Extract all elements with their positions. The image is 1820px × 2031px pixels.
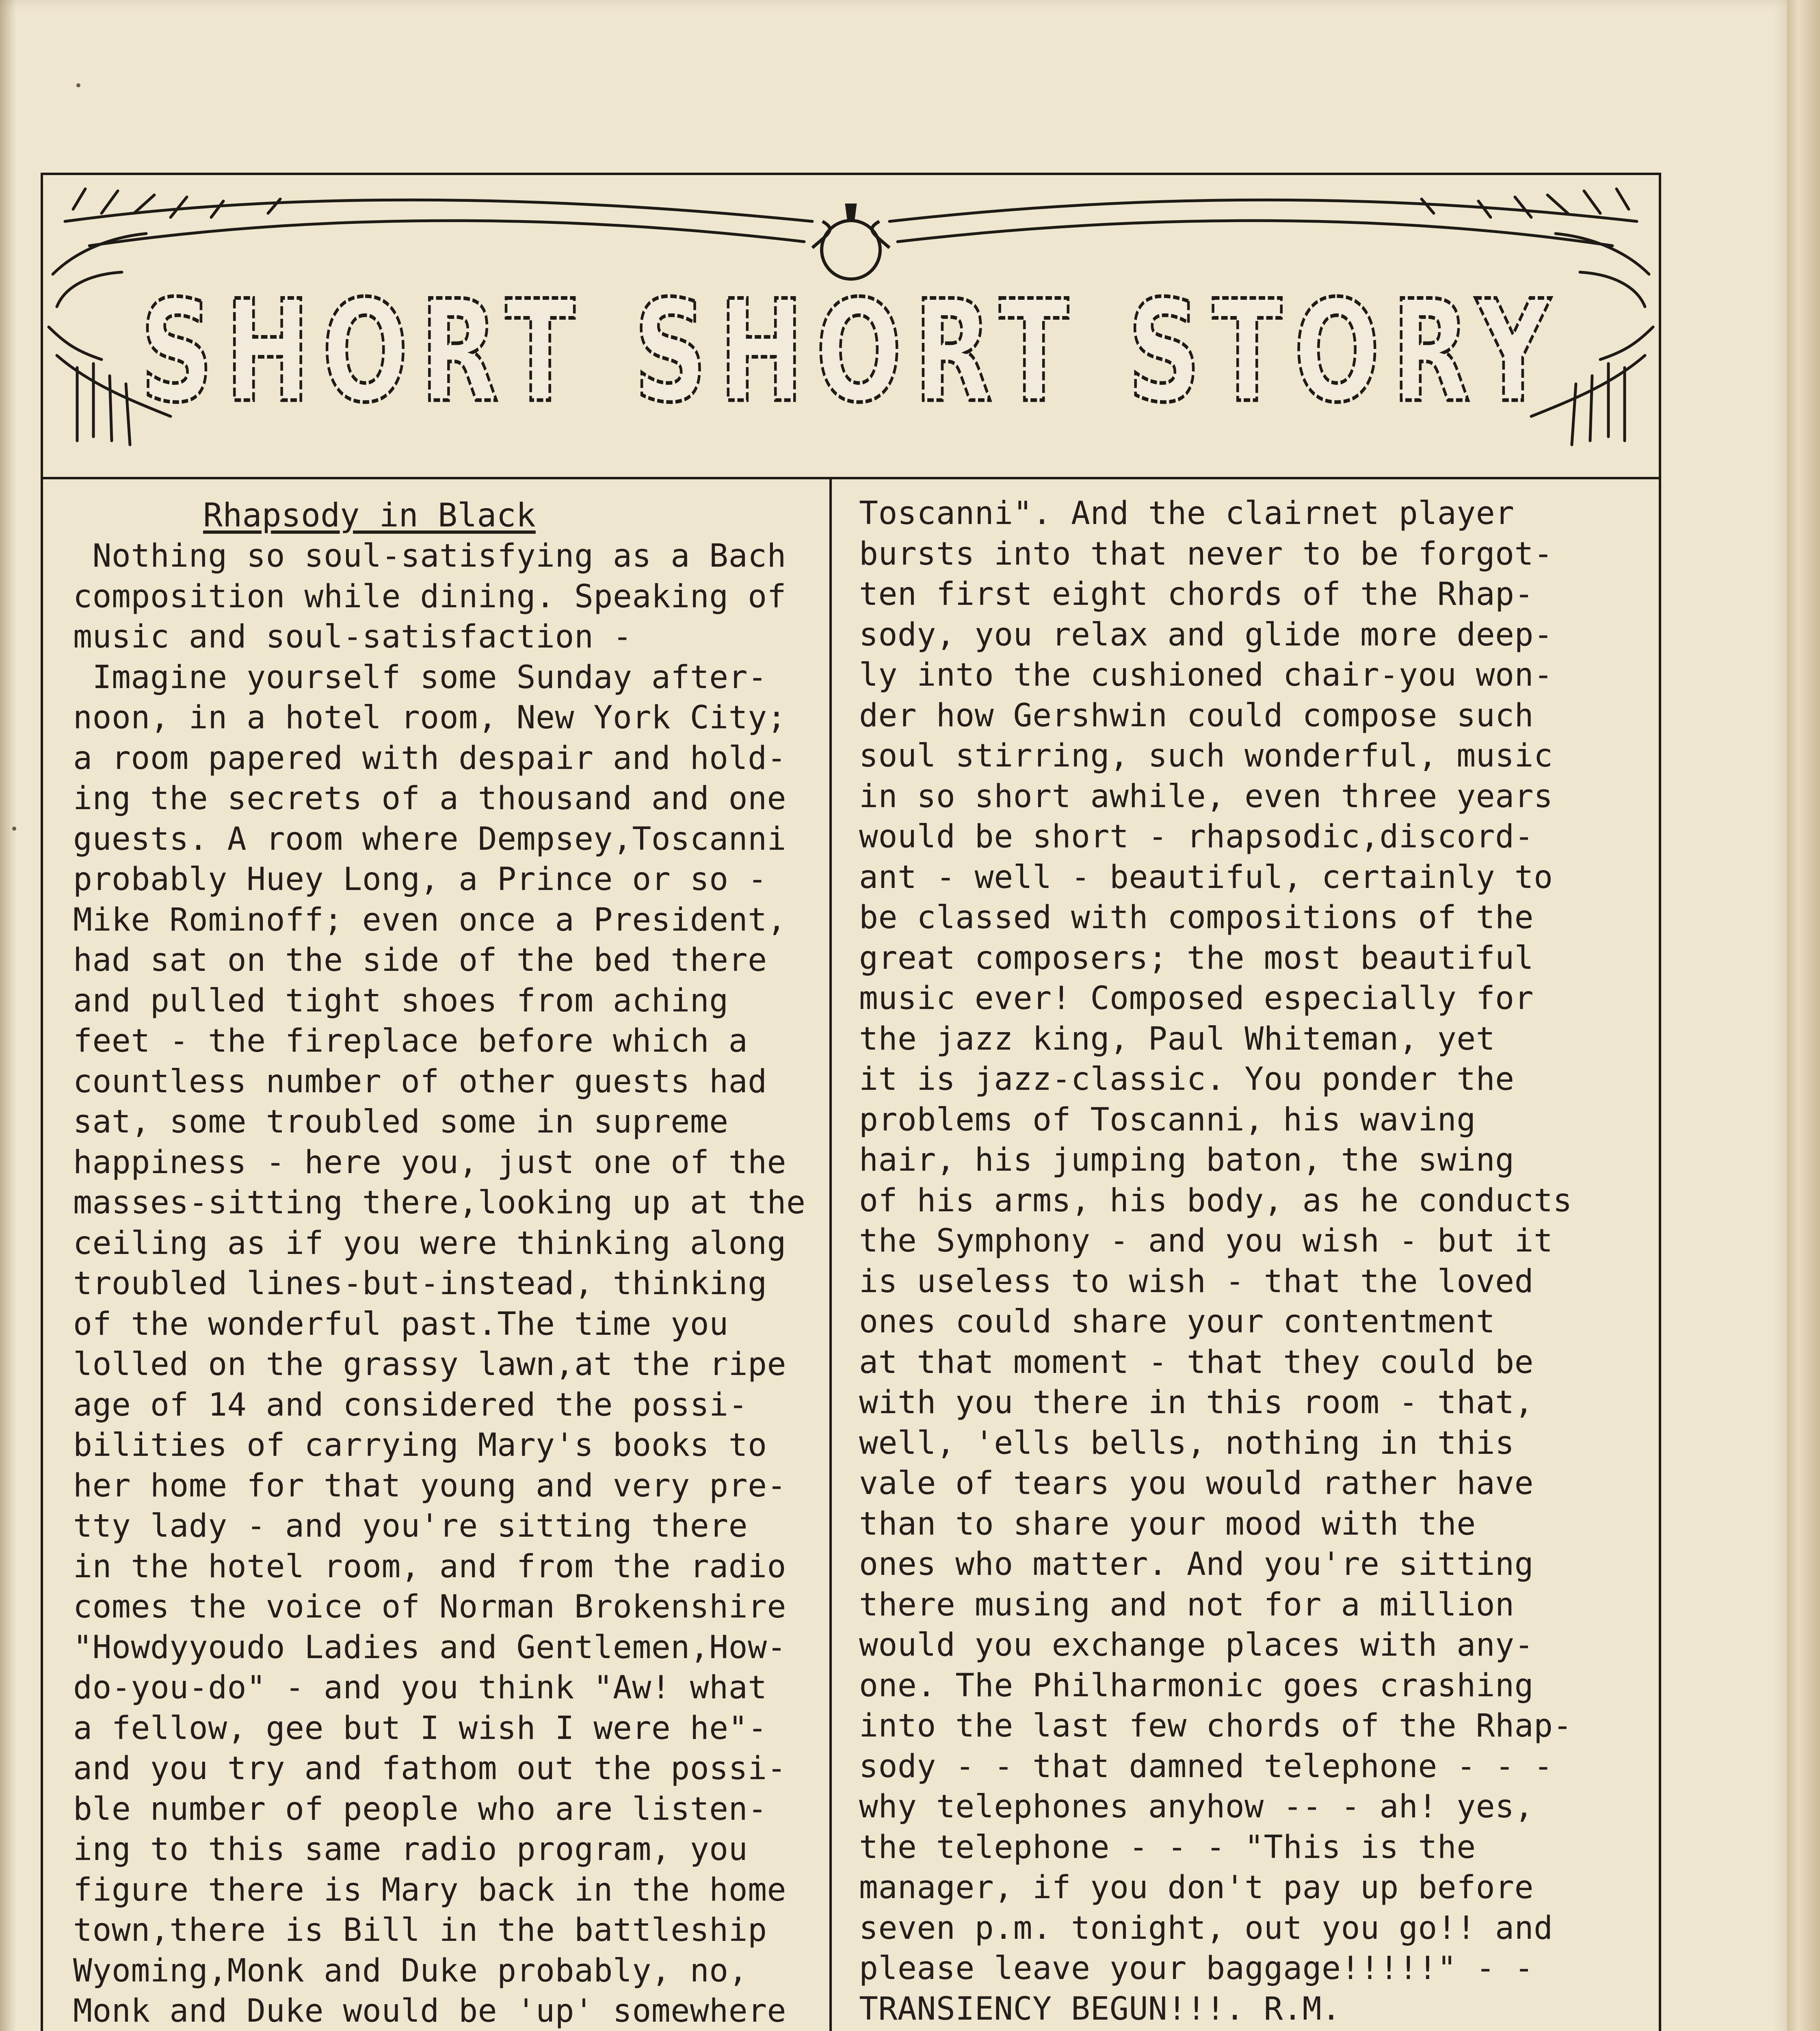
story-line: Monk and Duke would be 'up' somewhere xyxy=(73,1993,787,2029)
story-line: of the wonderful past.The time you xyxy=(73,1306,729,1342)
page-edge xyxy=(1787,0,1820,2031)
column-divider xyxy=(829,479,832,2031)
story-line: into the last few chords of the Rhap- xyxy=(859,1708,1573,1744)
story-line: happiness - here you, just one of the xyxy=(73,1144,787,1181)
story-line: lolled on the grassy lawn,at the ripe xyxy=(73,1346,787,1383)
story-line: be classed with compositions of the xyxy=(859,899,1534,936)
story-line: in so short awhile, even three years xyxy=(859,778,1553,815)
story-line: sody - - that damned telephone - - - xyxy=(859,1748,1553,1785)
story-line: had sat on the side of the bed there xyxy=(73,942,767,979)
story-line: in the hotel room, and from the radio xyxy=(73,1548,787,1585)
story-line: and pulled tight shoes from aching xyxy=(73,982,729,1019)
story-line: Toscanni". And the clairnet player xyxy=(859,495,1515,532)
story-line: soul stirring, such wonderful, music xyxy=(859,738,1553,774)
story-line: Imagine yourself some Sunday after- xyxy=(73,659,767,696)
story-line: countless number of other guests had xyxy=(73,1063,767,1100)
story-line: would you exchange places with any- xyxy=(859,1627,1534,1663)
story-line: ones who matter. And you're sitting xyxy=(859,1546,1534,1583)
banner-heading: SHORT SHORT STORY xyxy=(140,271,1562,433)
story-line: ble number of people who are listen- xyxy=(73,1791,767,1827)
story-line: ceiling as if you were thinking along xyxy=(73,1225,787,1262)
story-line: Wyoming,Monk and Duke probably, no, xyxy=(73,1952,748,1989)
story-column-left xyxy=(73,536,825,2031)
story-line: guests. A room where Dempsey,Toscanni xyxy=(73,821,787,857)
story-line: ing to this same radio program, you xyxy=(73,1831,748,1868)
story-line: and you try and fathom out the possi- xyxy=(73,1750,787,1787)
story-line: TRANSIENCY BEGUN!!!. R.M. xyxy=(859,1990,1341,2027)
ink-speck xyxy=(12,827,16,831)
story-line: would be short - rhapsodic,discord- xyxy=(859,818,1534,855)
story-line: with you there in this room - that, xyxy=(859,1384,1534,1421)
story-line: seven p.m. tonight, out you go!! and xyxy=(859,1910,1553,1947)
story-line: please leave your baggage!!!!!" - - xyxy=(859,1950,1534,1987)
curtain-banner-illustration xyxy=(41,173,1661,477)
story-line: than to share your mood with the xyxy=(859,1505,1476,1542)
story-line: the jazz king, Paul Whiteman, yet xyxy=(859,1020,1495,1057)
story-line: troubled lines-but-instead, thinking xyxy=(73,1265,767,1302)
story-line: "Howdyyoudo Ladies and Gentlemen,How- xyxy=(73,1629,787,1666)
story-line: ing the secrets of a thousand and one xyxy=(73,780,787,817)
story-line: comes the voice of Norman Brokenshire xyxy=(73,1589,787,1625)
story-line: music ever! Composed especially for xyxy=(859,980,1534,1017)
story-line: sat, some troubled some in supreme xyxy=(73,1104,729,1140)
story-line: feet - the fireplace before which a xyxy=(73,1023,748,1059)
story-line: age of 14 and considered the possi- xyxy=(73,1386,748,1423)
story-line: great composers; the most beautiful xyxy=(859,940,1534,977)
story-line: figure there is Mary back in the home xyxy=(73,1871,787,1908)
story-column-right xyxy=(859,494,1651,2031)
story-line: a fellow, gee but I wish I were he"- xyxy=(73,1710,767,1747)
story-line: of his arms, his body, as he conducts xyxy=(859,1182,1573,1219)
story-line: the Symphony - and you wish - but it xyxy=(859,1223,1553,1259)
story-line: there musing and not for a million xyxy=(859,1586,1515,1623)
story-line: at that moment - that they could be xyxy=(859,1344,1534,1381)
story-line: do-you-do" - and you think "Aw! what xyxy=(73,1669,767,1706)
section-separator-stars xyxy=(859,2029,1651,2031)
story-line: problems of Toscanni, his waving xyxy=(859,1101,1476,1138)
story-line: composition while dining. Speaking of xyxy=(73,578,787,615)
story-line: ten first eight chords of the Rhap- xyxy=(859,576,1534,613)
story-line: well, 'ells bells, nothing in this xyxy=(859,1425,1515,1462)
story-line: her home for that young and very pre- xyxy=(73,1467,787,1504)
ink-speck xyxy=(76,83,80,87)
story-line: the telephone - - - "This is the xyxy=(859,1829,1476,1866)
story-line: why telephones anyhow -- - ah! yes, xyxy=(859,1788,1534,1825)
story-line: ly into the cushioned chair-you won- xyxy=(859,657,1553,693)
story-line: tty lady - and you're sitting there xyxy=(73,1508,748,1544)
story-line: masses-sitting there,looking up at the xyxy=(73,1184,806,1221)
story-line: probably Huey Long, a Prince or so - xyxy=(73,861,767,898)
story-line: is useless to wish - that the loved xyxy=(859,1263,1534,1300)
story-line: bilities of carrying Mary's books to xyxy=(73,1427,767,1464)
story-line: manager, if you don't pay up before xyxy=(859,1869,1534,1906)
story-line: a room papered with despair and hold- xyxy=(73,740,787,777)
story-line: Nothing so soul-satisfying as a Bach xyxy=(73,538,787,574)
story-line: noon, in a hotel room, New York City; xyxy=(73,699,787,736)
story-line: it is jazz-classic. You ponder the xyxy=(859,1061,1515,1098)
story-line: Mike Rominoff; even once a President, xyxy=(73,901,787,938)
story-line: music and soul-satisfaction - xyxy=(73,619,632,655)
story-line: ones could share your contentment xyxy=(859,1303,1495,1340)
story-line: bursts into that never to be forgot- xyxy=(859,535,1553,572)
story-line: one. The Philharmonic goes crashing xyxy=(859,1667,1534,1704)
binding-gutter-shadow xyxy=(0,0,16,2031)
center-ring-ornament xyxy=(812,205,889,279)
story-line: hair, his jumping baton, the swing xyxy=(859,1142,1515,1178)
story-title: Rhapsody in Black xyxy=(203,496,536,534)
story-banner xyxy=(41,173,1661,479)
story-line: sody, you relax and glide more deep- xyxy=(859,616,1553,653)
story-line: town,there is Bill in the battleship xyxy=(73,1912,767,1949)
story-line: vale of tears you would rather have xyxy=(859,1465,1534,1502)
story-line: ant - well - beautiful, certainly to xyxy=(859,859,1553,896)
story-line: der how Gershwin could compose such xyxy=(859,697,1534,734)
